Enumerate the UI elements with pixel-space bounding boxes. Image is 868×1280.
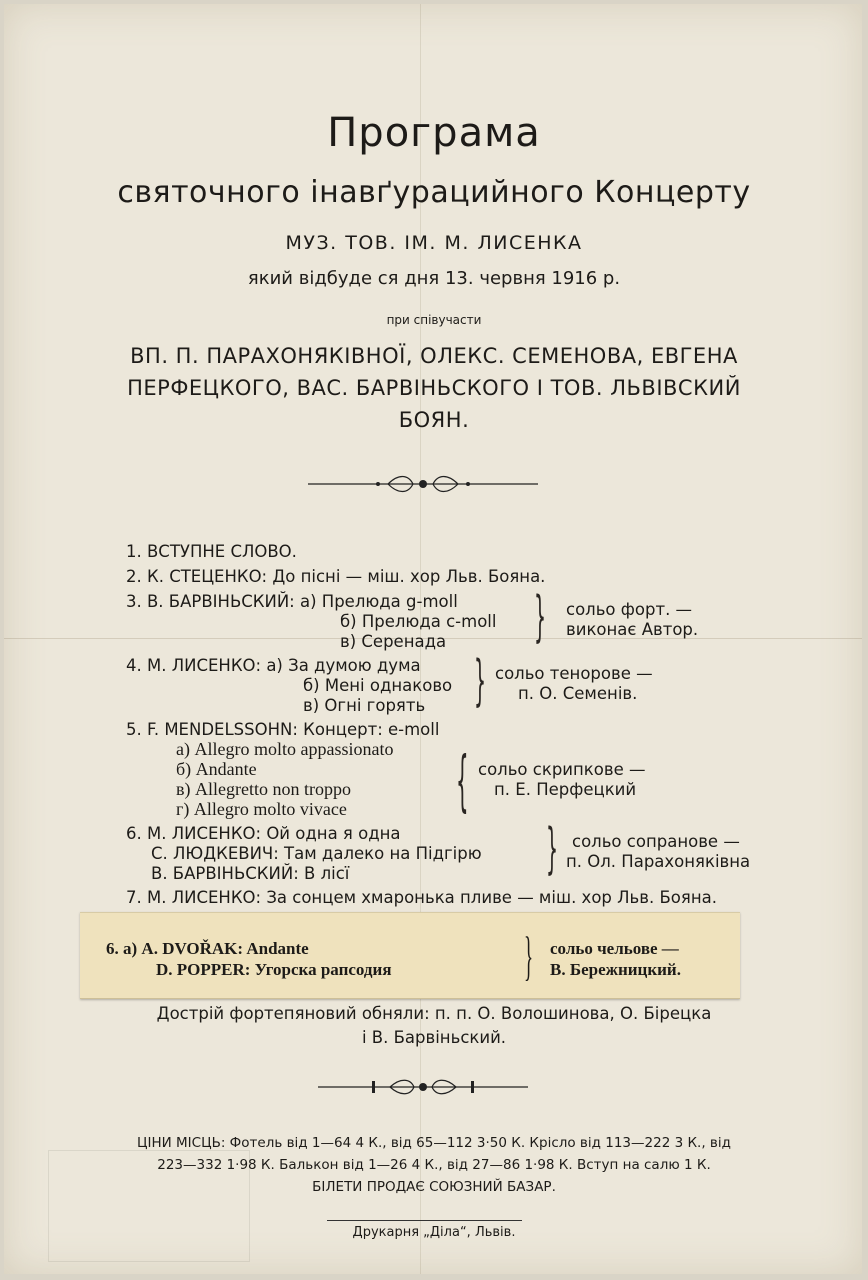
program-item-4-line: в) Огні горять: [303, 696, 426, 715]
accompaniment-line: Дострій фортепяновий обняли: п. п. О. Волошинова, О. Бірецка: [156, 1004, 712, 1023]
participants-line: ПЕРФЕЦКОГО, ВАС. БАРВІНЬСКОГО І ТОВ. ЛЬВІВСКИЙ: [127, 376, 741, 400]
accompaniment-line: і В. Барвіньский.: [361, 1028, 507, 1047]
program-item-3-head: 3. В. БАРВІНЬСКИЙ: а) Прелюда g-moll: [126, 592, 458, 611]
program-item-7: 7. М. ЛИСЕНКО: За сонцем хмаронька пливе — міш. хор Льв. Бояна.: [126, 888, 717, 907]
slip-note: сольо чельове —: [550, 939, 679, 958]
program-item-2: 2. К. СТЕЦЕНКО: До пісні — міш. хор Льв. Бояна.: [126, 567, 546, 586]
program-item-6-note: сольо сопранове —: [572, 832, 740, 851]
ornament-divider-icon: [308, 474, 538, 494]
program-item-3-note: виконає Автор.: [566, 620, 699, 639]
society-name: МУЗ. ТОВ. ІМ. М. ЛИСЕНКА: [285, 232, 583, 254]
prices-line: ЦІНИ МІСЦЬ: Фотель від 1—64 4 К., від 65—112 3·50 К. Крісло від 113—222 3 К., від: [137, 1135, 731, 1151]
participants-list: [0, 340, 868, 436]
pasted-correction-slip: [80, 912, 740, 999]
concert-subtitle: святочного інавґурацийного Концерту: [117, 175, 751, 210]
program-item-4-head: 4. М. ЛИСЕНКО: а) За думою дума: [126, 656, 421, 675]
program-title: Програма: [327, 110, 541, 156]
program-item-6-note: п. Ол. Парахоняківна: [566, 852, 751, 871]
program-item-5-line: а) Allegro molto appassionato: [176, 739, 394, 759]
printer-rule: [327, 1220, 522, 1221]
program-item-5-note: п. Е. Перфецкий: [494, 780, 637, 799]
prices-line: 223—332 1·98 К. Балькон від 1—26 4 К., від 27—86 1·98 К. Вступ на салю 1 К.: [157, 1157, 711, 1173]
participants-line: БОЯН.: [398, 408, 470, 432]
concert-date: який відбуде ся дня 13. червня 1916 р.: [247, 268, 621, 289]
brace-icon: }: [534, 585, 547, 648]
program-item-5-line: в) Allegretto non troppo: [176, 779, 351, 799]
program-item-5-line: б) Andante: [176, 759, 257, 779]
accompaniment: [0, 1002, 868, 1050]
brace-icon: }: [474, 649, 487, 712]
slip-line: 6. а) A. DVOŘAK: Andante: [106, 939, 309, 958]
prices-line: БІЛЕТИ ПРОДАЄ СОЮЗНИЙ БАЗАР.: [312, 1179, 556, 1195]
slip-line: D. POPPER: Угорска рапсодия: [156, 960, 392, 979]
program-item-3-line: б) Прелюда c-moll: [340, 612, 497, 631]
brace-icon: }: [546, 817, 559, 880]
program-item-3-note: сольо форт. —: [566, 600, 693, 619]
program-item-4-note: сольо тенорове —: [495, 664, 653, 683]
participants-line: ВП. П. ПАРАХОНЯКІВНОЇ, ОЛЕКС. СЕМЕНОВА, ЕВГЕНА: [130, 344, 738, 368]
ticket-prices: [0, 1132, 868, 1198]
program-item-5-note: сольо скрипкове —: [478, 760, 646, 779]
program-item-3-line: в) Серенада: [340, 632, 447, 651]
printer-imprint: Друкарня „Діла“, Львів.: [352, 1225, 516, 1240]
program-item-5-line: г) Allegro molto vivace: [176, 799, 347, 819]
program-item-4-note: п. О. Семенів.: [518, 684, 638, 703]
program-item-4-line: б) Мені однаково: [303, 676, 453, 695]
brace-icon: }: [524, 926, 534, 986]
program-item-1: 1. ВСТУПНЕ СЛОВО.: [126, 542, 297, 561]
participation-label: при співучасти: [386, 313, 482, 327]
brace-icon: {: [456, 742, 469, 819]
slip-note: В. Бережницкий.: [550, 960, 681, 979]
ornament-divider-icon: [318, 1077, 528, 1097]
program-item-5-head: 5. F. MENDELSSOHN: Концерт: e-moll: [126, 720, 440, 739]
program-item-6-line: В. БАРВІНЬСКИЙ: В лісї: [151, 864, 350, 883]
program-item-6-line: С. ЛЮДКЕВИЧ: Там далеко на Підгірю: [151, 844, 482, 863]
program-item-6-line: 6. М. ЛИСЕНКО: Ой одна я одна: [126, 824, 401, 843]
